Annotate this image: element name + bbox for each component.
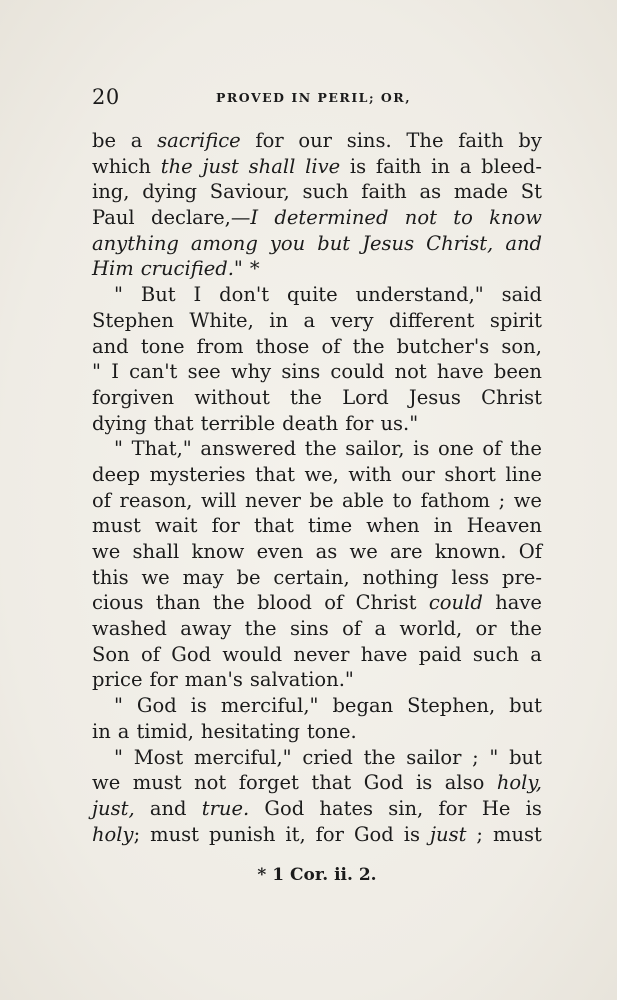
word: a (303, 308, 316, 332)
text-line (92, 513, 542, 539)
body-text (92, 128, 542, 847)
word: quite (287, 283, 338, 307)
text-line (92, 282, 542, 308)
text-line (92, 334, 542, 360)
word: forget (238, 771, 299, 795)
word: less (451, 565, 490, 589)
word: a (117, 719, 130, 743)
word: sailor, (345, 437, 405, 461)
word: our (298, 129, 332, 152)
word: why (230, 360, 272, 384)
word: we (92, 771, 121, 795)
word: could (330, 360, 385, 384)
word: very (330, 308, 374, 332)
word: a (130, 129, 143, 152)
word: the (160, 154, 193, 178)
word: St (520, 180, 542, 204)
word: we (92, 540, 121, 563)
text-line (92, 256, 542, 282)
text-line (92, 822, 542, 848)
text-line (92, 488, 542, 514)
word: sins (281, 360, 321, 384)
word: must (132, 771, 182, 795)
word: Him (92, 257, 134, 281)
word: tone. (306, 719, 357, 743)
word: which (92, 154, 151, 178)
word: I (111, 360, 119, 384)
word: be (236, 565, 261, 589)
word: sins. (346, 129, 392, 152)
word: son, (501, 334, 542, 358)
text-line (92, 642, 542, 668)
word: is (525, 796, 542, 820)
word: " (489, 745, 499, 769)
word: hates (319, 796, 373, 820)
word: began (332, 694, 394, 718)
word: of (342, 617, 362, 641)
word: faith (375, 154, 422, 178)
word: God (171, 642, 212, 666)
word: The (406, 129, 444, 152)
word: have (360, 642, 408, 666)
word: than (155, 591, 201, 615)
word: those (255, 334, 310, 358)
word: fathom (420, 488, 491, 512)
word: the (244, 617, 277, 641)
word: Stephen, (407, 694, 496, 718)
word: of (321, 334, 341, 358)
word: sin, (388, 796, 424, 820)
word: without (194, 385, 270, 409)
word: with (348, 462, 392, 486)
word: holy, (496, 771, 542, 795)
word: and (505, 231, 542, 255)
word: said (501, 283, 542, 307)
word: is (190, 694, 207, 718)
word: Jesus (408, 385, 461, 409)
word: a (374, 617, 387, 641)
word: have (495, 591, 542, 615)
word: as (315, 540, 338, 563)
text-line (92, 231, 542, 257)
word: different (389, 308, 475, 332)
word: dying (142, 180, 198, 204)
word: Son (92, 642, 130, 666)
word: is (413, 437, 430, 461)
word: " (114, 694, 123, 718)
word: us." (380, 411, 419, 435)
word: may (182, 565, 224, 589)
word: but (509, 745, 542, 769)
word: Lord (342, 385, 389, 409)
word: spirit (489, 308, 542, 332)
word: we (349, 540, 378, 563)
word: understand," (355, 283, 484, 307)
text-line (92, 411, 542, 437)
word: ; (498, 488, 506, 512)
word: ; (472, 745, 479, 769)
word: the (352, 334, 385, 358)
text-line (92, 796, 542, 822)
word: that (255, 462, 295, 486)
word: shall (248, 154, 296, 178)
text-line (92, 539, 542, 565)
word: to (453, 206, 473, 230)
word: not (194, 771, 227, 795)
word: Saviour, (209, 180, 290, 204)
word: for (255, 129, 284, 152)
word: Christ, (426, 231, 494, 255)
word: " (114, 283, 123, 307)
word: Christ (355, 591, 417, 615)
word: and (92, 334, 129, 358)
word: from (196, 334, 244, 358)
word: line (505, 462, 542, 486)
word: for (211, 514, 240, 538)
word: the (290, 385, 322, 409)
word: paid (418, 642, 462, 666)
word: able (342, 488, 384, 512)
word: nothing (362, 565, 439, 589)
word: know (191, 540, 245, 563)
word: God (136, 694, 177, 718)
word: faith (361, 180, 407, 204)
text-line (92, 590, 542, 616)
word: sailor (406, 745, 462, 769)
word: don't (219, 283, 270, 307)
word: are (390, 540, 423, 563)
word: But (140, 283, 176, 307)
word: that (311, 771, 352, 795)
word: Christ (481, 385, 542, 409)
word: washed (92, 617, 167, 641)
word: been (493, 360, 542, 384)
word: this (92, 565, 129, 589)
word: we (141, 565, 170, 589)
word: of (324, 591, 344, 615)
word: cious (92, 591, 144, 615)
word: live (305, 154, 341, 178)
word: never (293, 642, 350, 666)
word: " (114, 745, 123, 769)
word: have (436, 360, 484, 384)
text-line (92, 308, 542, 334)
word: it, (285, 822, 306, 846)
word: dying (92, 411, 147, 435)
word: for (345, 411, 374, 435)
word: the (212, 591, 245, 615)
text-line (92, 179, 542, 205)
word: crucified." (140, 257, 243, 281)
word: the (363, 745, 396, 769)
word: God (363, 771, 404, 795)
word: we, (304, 462, 339, 486)
word: for (315, 822, 344, 846)
word: pre- (501, 565, 542, 589)
word: away (180, 617, 232, 641)
word: He (481, 796, 511, 820)
text-line (92, 359, 542, 385)
word: known. (434, 540, 507, 563)
word: * (249, 257, 260, 281)
word: the (304, 437, 337, 461)
word: Paul (92, 206, 135, 230)
word: for (438, 796, 467, 820)
word: a (530, 642, 542, 666)
word: tone (140, 334, 185, 358)
word: in (269, 308, 289, 332)
word: is (349, 154, 367, 178)
running-title: PROVED IN PERIL; OR, (216, 90, 412, 105)
word: true. (201, 796, 250, 820)
text-line (92, 745, 542, 771)
word: but (317, 231, 351, 255)
word: Of (518, 540, 542, 563)
word: a (459, 154, 472, 178)
word: sacrifice (157, 129, 241, 152)
page-number: 20 (92, 85, 120, 109)
word: world, (399, 617, 463, 641)
word: God (264, 796, 305, 820)
word: just, (92, 796, 135, 820)
word: just (202, 154, 239, 178)
word: timid, (136, 719, 194, 743)
text-line (92, 128, 542, 154)
word: see (187, 360, 221, 384)
word: bleed- (481, 154, 542, 178)
text-line (92, 385, 542, 411)
word: among (190, 231, 258, 255)
word: even (256, 540, 304, 563)
word: such (472, 642, 519, 666)
word: know (489, 206, 542, 230)
word: anything (92, 231, 179, 255)
word: and (149, 796, 187, 820)
word: in (431, 154, 450, 178)
text-line (92, 719, 542, 745)
word: God (353, 822, 394, 846)
word: when (366, 514, 420, 538)
word: blood (257, 591, 312, 615)
word: to (392, 488, 413, 512)
word: for (149, 668, 178, 692)
word: of (92, 488, 111, 512)
word: our (401, 462, 435, 486)
word: death (282, 411, 339, 435)
text-line (92, 770, 542, 796)
word: price (92, 668, 143, 692)
word: also (444, 771, 485, 795)
word: one (437, 437, 474, 461)
word: sins (289, 617, 329, 641)
word: by (518, 129, 542, 152)
word: ing, (92, 180, 130, 204)
word: never (244, 488, 301, 512)
word: that (254, 514, 294, 538)
word: that (153, 411, 194, 435)
word: " (92, 360, 101, 384)
word: in (433, 514, 453, 538)
word: reason, (119, 488, 193, 512)
text-line (92, 436, 542, 462)
word: answered (200, 437, 297, 461)
word: is (403, 822, 420, 846)
word: wait (155, 514, 198, 538)
word: White, (189, 308, 254, 332)
word: mysteries (149, 462, 246, 486)
word: shall (132, 540, 180, 563)
word: made (453, 180, 508, 204)
word: is (416, 771, 433, 795)
word: not (394, 360, 427, 384)
word: Most (133, 745, 184, 769)
word: not (404, 206, 437, 230)
word: cried (302, 745, 353, 769)
word: merciful," (193, 745, 292, 769)
word: could (428, 591, 483, 615)
text-line (92, 205, 542, 231)
word: you (269, 231, 306, 255)
word: determined (274, 206, 389, 230)
word: such (302, 180, 349, 204)
word: of (140, 642, 160, 666)
word: but (509, 694, 542, 718)
word: as (419, 180, 442, 204)
word: short (444, 462, 496, 486)
word: ; (476, 822, 483, 846)
word: punish (209, 822, 276, 846)
word: merciful," (220, 694, 319, 718)
word: we (513, 488, 542, 512)
word: man's (184, 668, 243, 692)
word: Jesus (362, 231, 415, 255)
word: will (201, 488, 237, 512)
word: just (429, 822, 467, 846)
word: holy; (92, 822, 141, 846)
footnote: * 1 Cor. ii. 2. (257, 865, 377, 885)
text-line (92, 462, 542, 488)
word: can't (129, 360, 178, 384)
word: hesitating (200, 719, 300, 743)
word: time (308, 514, 353, 538)
text-line (92, 154, 542, 180)
word: certain, (273, 565, 350, 589)
word: be (309, 488, 334, 512)
text-line (92, 667, 542, 693)
word: deep (92, 462, 141, 486)
word: be (92, 129, 117, 152)
word: the (509, 617, 542, 641)
text-line (92, 693, 542, 719)
word: salvation." (249, 668, 354, 692)
word: must (92, 514, 141, 538)
word: must (492, 822, 542, 846)
word: or (475, 617, 497, 641)
word: That," (131, 437, 192, 461)
text-line (92, 616, 542, 642)
word: in (92, 719, 111, 743)
word: would (222, 642, 283, 666)
word: terrible (200, 411, 276, 435)
word: must (150, 822, 200, 846)
text-line (92, 565, 542, 591)
word: " (114, 437, 123, 461)
running-head (92, 85, 542, 111)
word: butcher's (396, 334, 490, 358)
word: declare,—I (151, 206, 259, 230)
word: forgiven (92, 385, 175, 409)
word: Stephen (92, 308, 174, 332)
word: I (193, 283, 202, 307)
word: the (509, 437, 542, 461)
word: faith (458, 129, 504, 152)
word: Heaven (466, 514, 542, 538)
word: of (482, 437, 502, 461)
